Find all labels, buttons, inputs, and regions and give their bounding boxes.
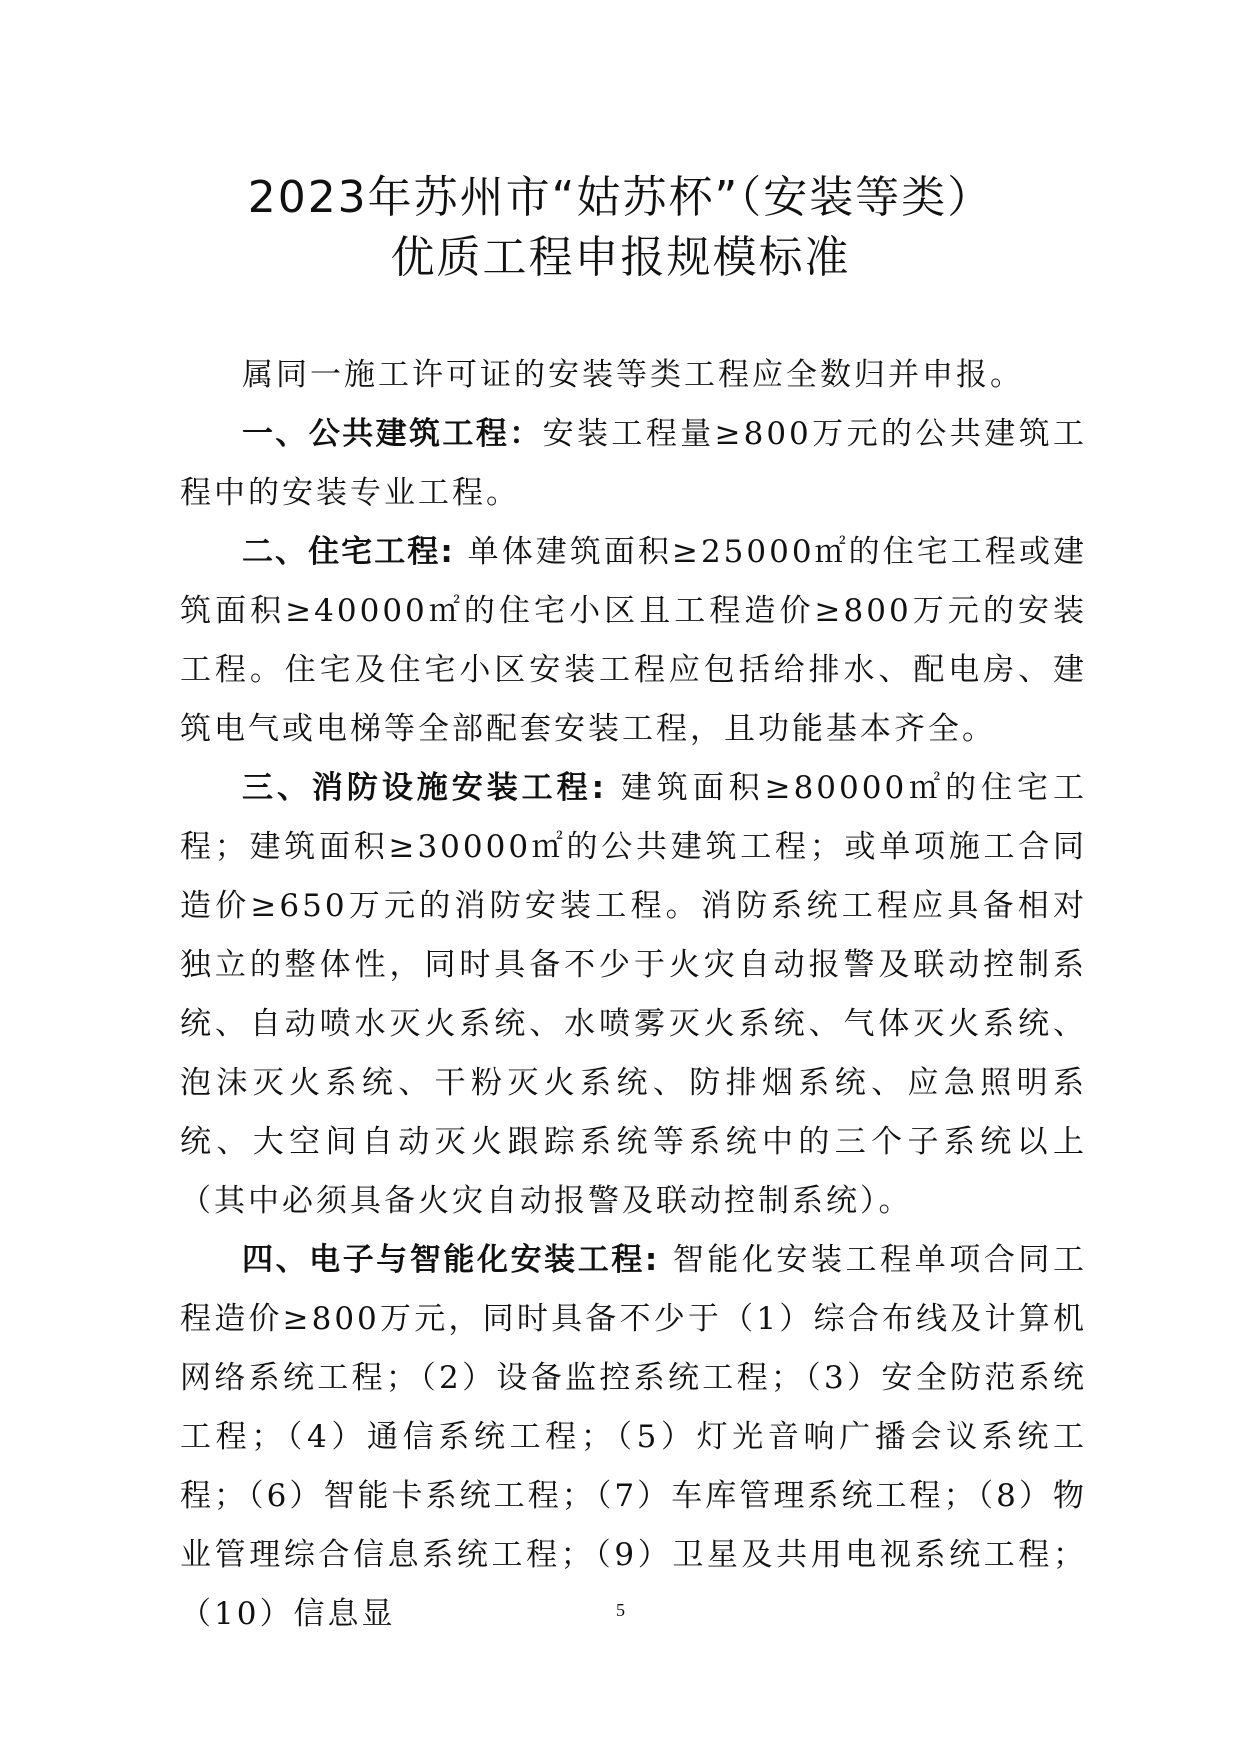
title-line-2: 优质工程申报规模标准 [390, 232, 851, 283]
section-paragraph-intelligent-systems [180, 1231, 1087, 1644]
section-text: 安装工程量≥800万元的公共建筑工程中的安装专业工程。 [180, 416, 1087, 511]
section-text: 单体建筑面积≥25000㎡的住宅工程或建筑面积≥40000㎡的住宅小区且工程造价≥800万元的安装工程。住宅及住宅小区安装工程应包括给排水、配电房、建筑电气或电梯等全部配套安装工程，且功能基本齐全。 [180, 534, 1087, 747]
intro-paragraph: 属同一施工许可证的安装等类工程应全数归并申报。 [242, 357, 1024, 393]
section-heading: 四、电子与智能化安装工程: [242, 1242, 660, 1278]
document-body [180, 346, 1087, 1644]
section-text: 建筑面积≥80000㎡的住宅工程；建筑面积≥30000㎡的公共建筑工程；或单项施工合同造价≥650万元的消防安装工程。消防系统工程应具备相对独立的整体性，同时具备不少于火灾自动报警及联动控制系统、自动喷水灭火系统、水喷雾灭火系统、气体灭火系统、泡沫灭火系统、干粉灭火系统、防排烟系统、应急照明系统、大空间自动灭火跟踪系统等系统中的三个子系统以上（其中必须具备火灾自动报警及联动控制系统）。 [180, 770, 1087, 1219]
section-text: 智能化安装工程单项合同工程造价≥800万元，同时具备不少于（1）综合布线及计算机网络系统工程；（2）设备监控系统工程；（3）安全防范系统工程；（4）通信系统工程；（5）灯光音响广播会议系统工程；（6）智能卡系统工程；（7）车库管理系统工程；（8）物业管理综合信息系统工程；（9）卫星及共用电视系统工程；（10）信息显 [180, 1242, 1087, 1632]
page-number: 5 [616, 1600, 625, 1620]
section-paragraph-public-building [180, 405, 1087, 523]
title-line-1: 2023年苏州市“姑苏杯”（安装等类） [247, 172, 994, 223]
section-heading: 三、消防设施安装工程: [242, 770, 606, 806]
section-heading: 一、公共建筑工程： [242, 416, 543, 452]
section-paragraph-fire-protection [180, 759, 1087, 1231]
section-heading: 二、住宅工程: [242, 534, 455, 570]
section-paragraph-residential [180, 523, 1087, 759]
